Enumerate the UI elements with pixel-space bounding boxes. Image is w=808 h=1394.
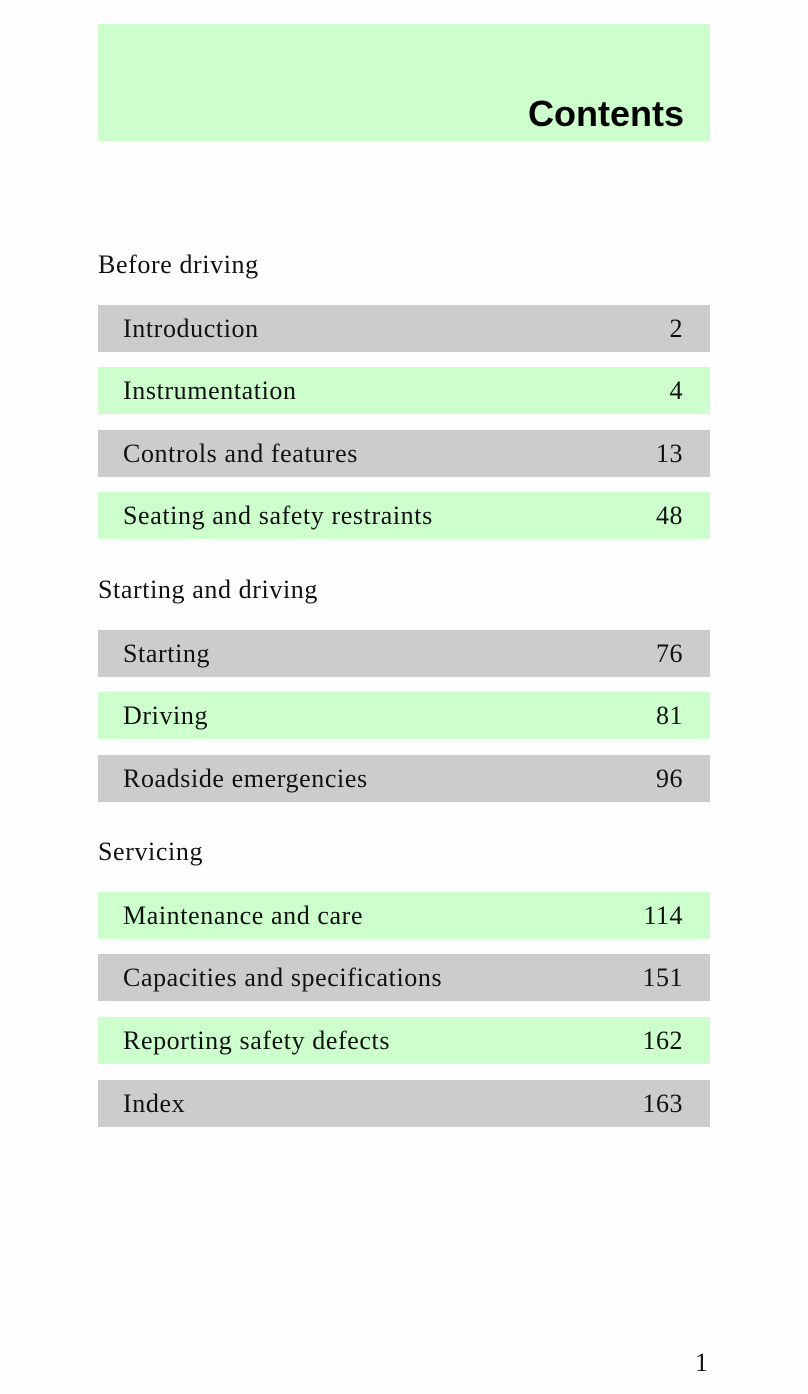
header-band <box>98 24 710 141</box>
toc-label: Controls and features <box>123 439 358 468</box>
toc-row-starting[interactable] <box>98 630 710 677</box>
section-heading-servicing: Servicing <box>98 837 204 866</box>
toc-page-number: 48 <box>656 501 683 530</box>
section-heading-starting-and-driving: Starting and driving <box>98 575 318 604</box>
toc-row-controls-and-features[interactable] <box>98 430 710 477</box>
toc-label: Capacities and specifications <box>123 963 443 992</box>
page-number: 1 <box>695 1348 708 1377</box>
toc-row-instrumentation[interactable] <box>98 367 710 414</box>
toc-page-number: 151 <box>642 963 683 992</box>
toc-label: Index <box>123 1089 186 1118</box>
toc-row-capacities-and-specifications[interactable] <box>98 954 710 1001</box>
toc-page-number: 162 <box>642 1026 683 1055</box>
toc-page-number: 2 <box>669 314 683 343</box>
toc-row-reporting-safety-defects[interactable] <box>98 1017 710 1064</box>
page-title: Contents <box>528 93 684 134</box>
toc-label: Introduction <box>123 314 259 343</box>
toc-row-introduction[interactable] <box>98 305 710 352</box>
toc-label: Roadside emergencies <box>123 764 368 793</box>
section-heading-before-driving: Before driving <box>98 250 259 279</box>
toc-row-driving[interactable] <box>98 692 710 739</box>
toc-page-number: 4 <box>669 376 683 405</box>
toc-page-number: 96 <box>656 764 683 793</box>
toc-label: Reporting safety defects <box>123 1026 391 1055</box>
toc-row-maintenance-and-care[interactable] <box>98 892 710 939</box>
toc-label: Starting <box>123 639 211 668</box>
toc-label: Maintenance and care <box>123 901 364 930</box>
toc-label: Seating and safety restraints <box>123 501 433 530</box>
toc-page-number: 114 <box>643 901 683 930</box>
toc-row-roadside-emergencies[interactable] <box>98 755 710 802</box>
toc-page-number: 13 <box>656 439 683 468</box>
toc-label: Driving <box>123 701 209 730</box>
toc-row-seating-and-safety-restraints[interactable] <box>98 492 710 539</box>
toc-page-number: 81 <box>656 701 683 730</box>
toc-label: Instrumentation <box>123 376 297 405</box>
toc-page-number: 163 <box>642 1089 683 1118</box>
toc-row-index[interactable] <box>98 1080 710 1127</box>
toc-page-number: 76 <box>656 639 683 668</box>
